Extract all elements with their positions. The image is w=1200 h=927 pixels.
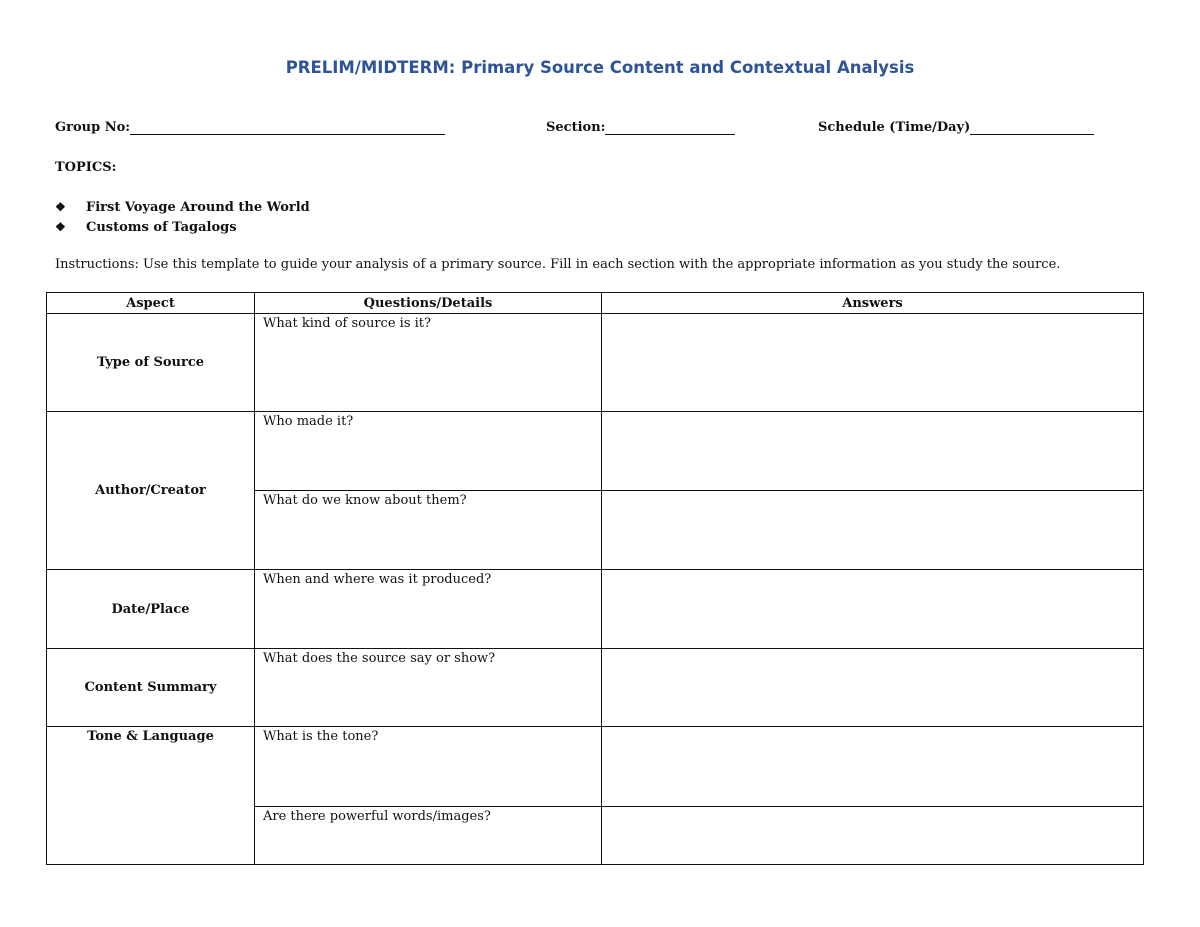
group-no-blank[interactable]	[130, 120, 445, 135]
table-row	[47, 727, 1144, 807]
table-row	[47, 412, 1144, 491]
schedule-field	[818, 120, 1094, 135]
question-cell: Are there powerful words/images?	[255, 807, 602, 865]
diamond-bullet-icon: ❖	[55, 200, 66, 214]
answer-cell[interactable]	[602, 807, 1144, 865]
question-cell: What do we know about them?	[255, 491, 602, 570]
header-answers: Answers	[602, 293, 1144, 314]
table-row	[47, 314, 1144, 412]
question-cell: Who made it?	[255, 412, 602, 491]
schedule-blank[interactable]	[970, 120, 1094, 135]
analysis-table	[46, 292, 1144, 865]
topics-label: TOPICS:	[55, 160, 117, 175]
section-label: Section:	[546, 120, 606, 135]
section-blank[interactable]	[605, 120, 735, 135]
header-questions: Questions/Details	[255, 293, 602, 314]
aspect-cell: Date/Place	[47, 570, 255, 649]
list-item	[55, 217, 310, 237]
aspect-cell: Type of Source	[47, 314, 255, 412]
answer-cell[interactable]	[602, 314, 1144, 412]
answer-cell[interactable]	[602, 491, 1144, 570]
schedule-label: Schedule (Time/Day)	[818, 120, 971, 135]
question-cell: What is the tone?	[255, 727, 602, 807]
table-row	[47, 570, 1144, 649]
instructions-text: Instructions: Use this template to guide your analysis of a primary source. Fill in each section with the appropriate information as you study the source.	[55, 257, 1061, 272]
list-item	[55, 197, 310, 217]
topic-text: First Voyage Around the World	[86, 199, 310, 215]
header-aspect: Aspect	[47, 293, 255, 314]
section-field	[546, 120, 735, 135]
document-title: PRELIM/MIDTERM: Primary Source Content and Contextual Analysis	[285, 58, 915, 77]
table-row	[47, 649, 1144, 727]
answer-cell[interactable]	[602, 570, 1144, 649]
answer-cell[interactable]	[602, 649, 1144, 727]
aspect-cell: Content Summary	[47, 649, 255, 727]
aspect-cell: Tone & Language	[47, 727, 255, 865]
table-header-row	[47, 293, 1144, 314]
aspect-cell: Author/Creator	[47, 412, 255, 570]
question-cell: When and where was it produced?	[255, 570, 602, 649]
topics-list	[55, 197, 310, 237]
answer-cell[interactable]	[602, 727, 1144, 807]
group-no-field	[55, 120, 445, 135]
diamond-bullet-icon: ❖	[55, 220, 66, 234]
topic-text: Customs of Tagalogs	[86, 219, 237, 235]
group-no-label: Group No:	[55, 120, 131, 135]
question-cell: What does the source say or show?	[255, 649, 602, 727]
question-cell: What kind of source is it?	[255, 314, 602, 412]
answer-cell[interactable]	[602, 412, 1144, 491]
